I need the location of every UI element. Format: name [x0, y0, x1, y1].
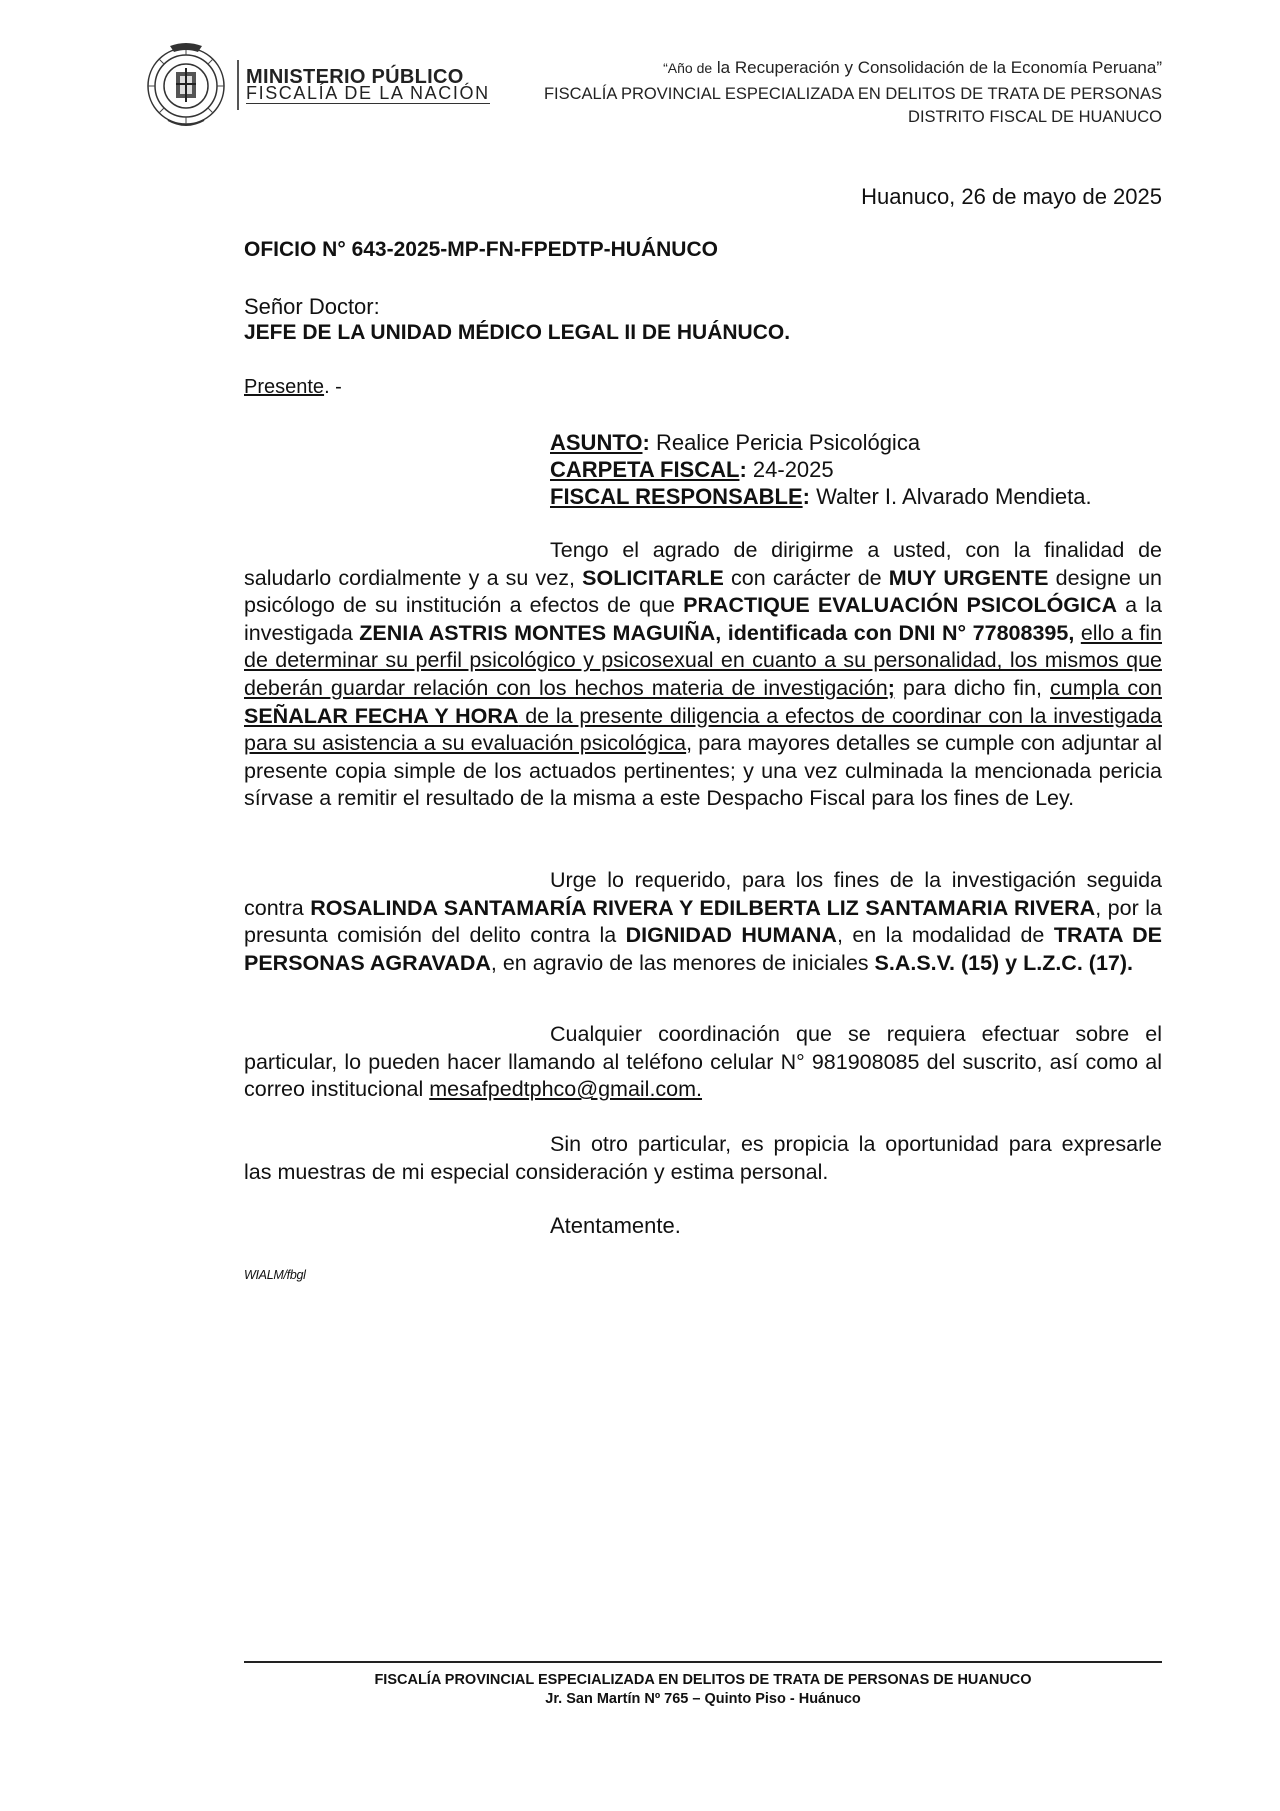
- paragraph-contact: Cualquier coordinación que se requiera efectuar sobre el particular, lo pueden hacer llamando al teléfono celular N° 981908085 del suscrito, así como al correo institucional mesafpedtphco@gmail.com.: [244, 1022, 1162, 1102]
- presente-line: Presente. -: [244, 376, 342, 398]
- paragraph-request: Tengo el agrado de dirigirme a usted, con la finalidad de saludarlo cordialmente y a su vez, SOLICITARLE con carácter de MUY URGENTE designe un psicólogo de su institución a efectos de que PRACTIQUE EVALUACIÓN PSICOLÓGICA a la investigada ZENIA ASTRIS MONTES MAGUIÑA, identificada con DNI N° 77808395, ello a fin de determinar su perfil psicológico y psicosexual en cuanto a su personalidad, los mismos que deberán guardar relación con los hechos materia de investigación; para dicho fin, cumpla con SEÑALAR FECHA Y HORA de la presente diligencia a efectos de coordinar con la investigada para su asistencia a su evaluación psicológica, para mayores detalles se cumple con adjuntar al presente copia simple de los actuados pertinentes; y una vez culminada la mencionada pericia sírvase a remitir el resultado de la misma a este Despacho Fiscal para los fines de Ley.: [244, 538, 1163, 811]
- footer-office: FISCALÍA PROVINCIAL ESPECIALIZADA EN DELITOS DE TRATA DE PERSONAS DE HUANUCO: [374, 1672, 1032, 1688]
- salutation: Señor Doctor:: [244, 294, 380, 319]
- institution-name: MINISTERIO PÚBLICO: [246, 66, 464, 88]
- footer-divider: [244, 1661, 1162, 1663]
- ministerio-publico-seal-logo: [140, 40, 232, 128]
- institution-subname: FISCALÍA DE LA NACIÓN: [246, 83, 490, 103]
- reference-fiscal-responsable: FISCAL RESPONSABLE: Walter I. Alvarado Mendieta.: [550, 484, 1092, 509]
- paragraph-closing: Sin otro particular, es propicia la oportunidad para expresarle las muestras de mi especial consideración y estima personal.: [244, 1132, 1162, 1184]
- reference-asunto: ASUNTO: Realice Pericia Psicológica: [550, 430, 921, 455]
- closing: Atentamente.: [550, 1213, 681, 1238]
- oficio-number: OFICIO N° 643-2025-MP-FN-FPEDTP-HUÁNUCO: [244, 238, 718, 261]
- letter-date: Huanuco, 26 de mayo de 2025: [861, 184, 1162, 209]
- logo-divider: [237, 60, 239, 110]
- paragraph-investigation: Urge lo requerido, para los fines de la investigación seguida contra ROSALINDA SANTAMARÍA RIVERA Y EDILBERTA LIZ SANTAMARIA RIVERA, por la presunta comisión del delito contra la DIGNIDAD HUMANA, en la modalidad de TRATA DE PERSONAS AGRAVADA, en agravio de las menores de iniciales S.A.S.V. (15) y L.Z.C. (17).: [244, 868, 1162, 975]
- year-motto: “Año de la Recuperación y Consolidación de la Economía Peruana”: [663, 58, 1162, 77]
- footer-address: Jr. San Martín Nº 765 – Quinto Piso - Huánuco: [545, 1691, 861, 1707]
- fiscal-district: DISTRITO FISCAL DE HUANUCO: [908, 108, 1162, 126]
- typist-initials: WIALM/fbgl: [244, 1268, 306, 1282]
- office-name: FISCALÍA PROVINCIAL ESPECIALIZADA EN DELITOS DE TRATA DE PERSONAS: [543, 85, 1162, 103]
- reference-carpeta-fiscal: CARPETA FISCAL: 24-2025: [550, 457, 834, 482]
- recipient: JEFE DE LA UNIDAD MÉDICO LEGAL II DE HUÁNUCO.: [244, 321, 791, 344]
- email-link[interactable]: mesafpedtphco@gmail.com.: [429, 1077, 703, 1102]
